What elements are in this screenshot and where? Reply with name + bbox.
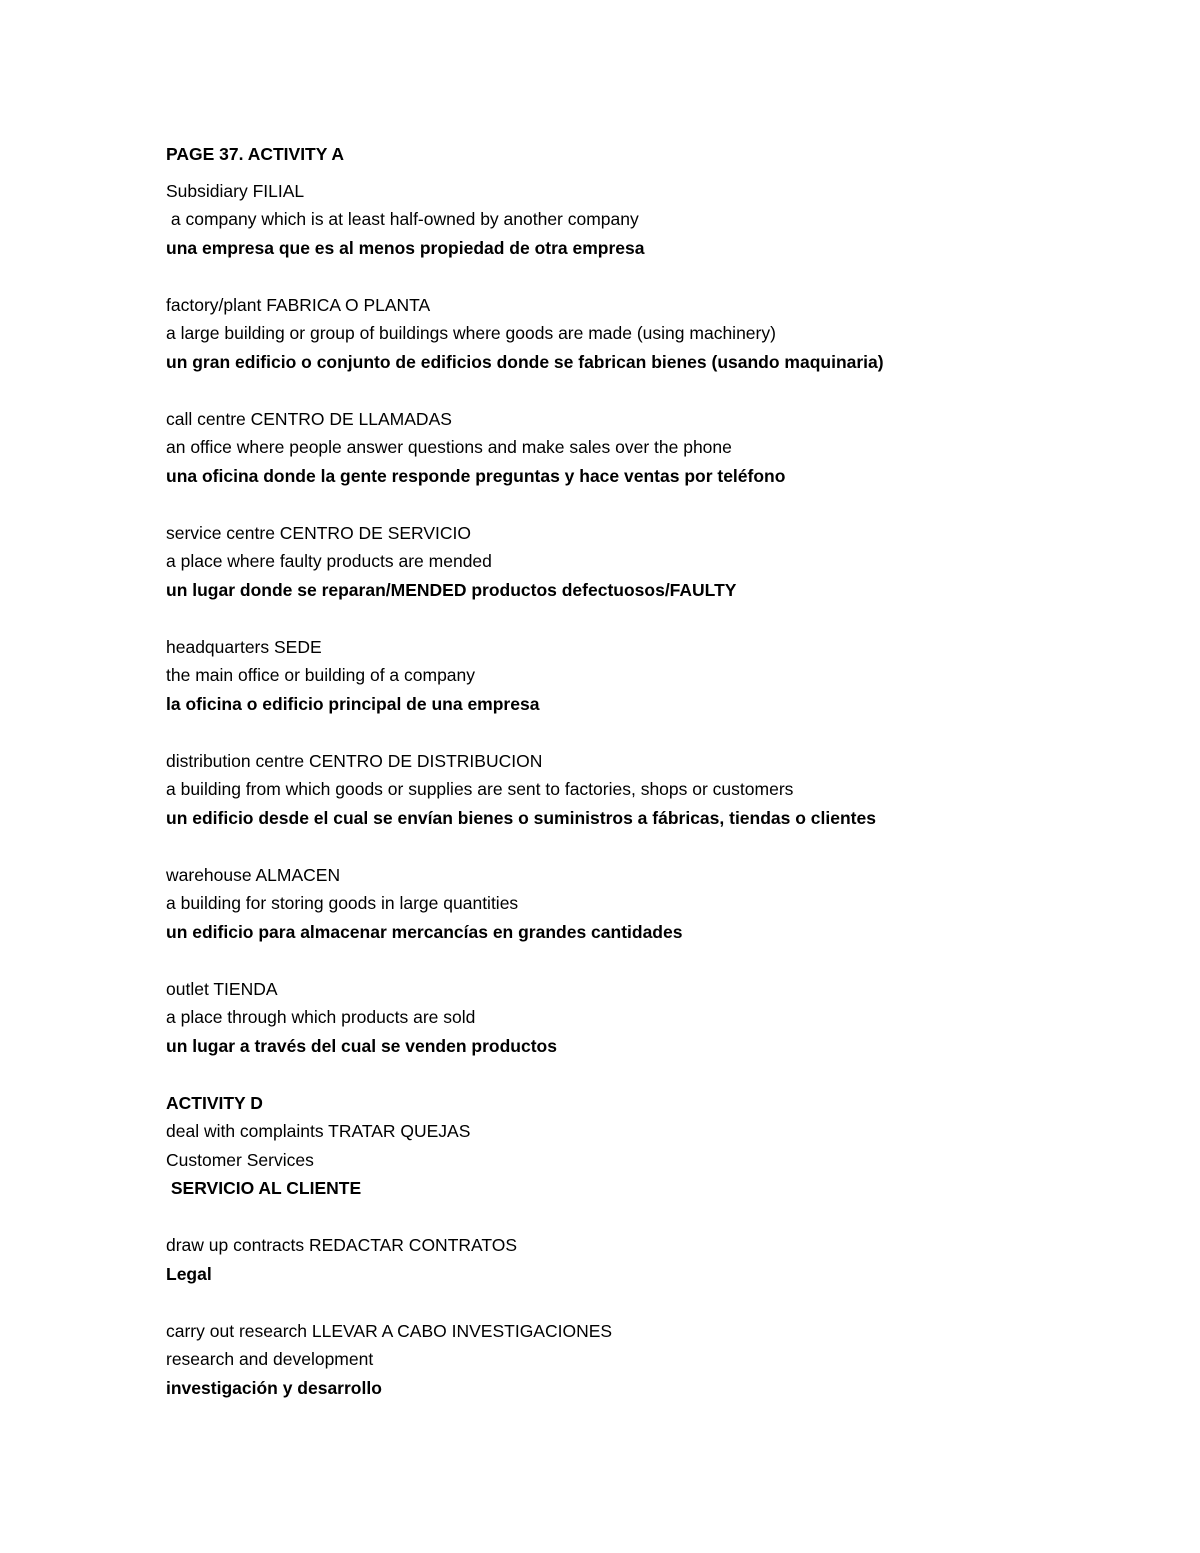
activity-a-heading: PAGE 37. ACTIVITY A xyxy=(166,144,344,164)
entry-definition: a place through which products are sold xyxy=(166,1007,476,1027)
entry-distribution-centre xyxy=(166,747,1126,833)
entry-translation: una oficina donde la gente responde preguntas y hace ventas por teléfono xyxy=(166,465,786,486)
entry-translation: un lugar donde se reparan/MENDED productos defectuosos/FAULTY xyxy=(166,579,737,600)
entry-term: Subsidiary FILIAL xyxy=(166,180,305,201)
document-body xyxy=(166,140,1126,1402)
entry-headquarters xyxy=(166,633,1126,719)
entry-definition: a place where faulty products are mended xyxy=(166,551,492,571)
entry-service-centre xyxy=(166,519,1126,605)
entry-definition: a building from which goods or supplies are sent to factories, shops or customers xyxy=(166,779,794,799)
entry-term: distribution centre CENTRO DE DISTRIBUCION xyxy=(166,750,543,771)
task-research xyxy=(166,1317,1126,1403)
entry-term: warehouse ALMACEN xyxy=(166,864,341,885)
entry-subsidiary xyxy=(166,177,1126,263)
entry-translation: la oficina o edificio principal de una empresa xyxy=(166,693,540,714)
entry-definition: the main office or building of a company xyxy=(166,665,476,685)
entry-definition: a building for storing goods in large quantities xyxy=(166,893,519,913)
entry-translation: una empresa que es al menos propiedad de otra empresa xyxy=(166,237,645,258)
activity-d-heading: ACTIVITY D xyxy=(166,1092,263,1113)
task-translation: Legal xyxy=(166,1263,212,1284)
task-department: research and development xyxy=(166,1349,374,1369)
task-translation: SERVICIO AL CLIENTE xyxy=(166,1178,362,1198)
task-complaints xyxy=(166,1117,1126,1203)
entry-translation: un edificio para almacenar mercancías en grandes cantidades xyxy=(166,921,683,942)
entry-term: call centre CENTRO DE LLAMADAS xyxy=(166,408,452,429)
entry-term: headquarters SEDE xyxy=(166,636,322,657)
entry-definition: a large building or group of buildings where goods are made (using machinery) xyxy=(166,323,776,343)
entry-translation: un edificio desde el cual se envían bienes o suministros a fábricas, tiendas o clientes xyxy=(166,807,876,828)
entry-outlet xyxy=(166,975,1126,1061)
entry-factory xyxy=(166,291,1126,377)
entry-term: service centre CENTRO DE SERVICIO xyxy=(166,522,472,543)
task-contracts xyxy=(166,1231,1126,1288)
entry-translation: un lugar a través del cual se venden productos xyxy=(166,1035,557,1056)
task-label: carry out research LLEVAR A CABO INVESTIGACIONES xyxy=(166,1320,613,1341)
task-label: draw up contracts REDACTAR CONTRATOS xyxy=(166,1235,518,1255)
entry-translation: un gran edificio o conjunto de edificios donde se fabrican bienes (usando maquinaria) xyxy=(166,351,884,372)
entry-definition: a company which is at least half-owned by another company xyxy=(166,209,639,229)
entry-call-centre xyxy=(166,405,1126,491)
task-translation: investigación y desarrollo xyxy=(166,1377,382,1398)
entry-warehouse xyxy=(166,861,1126,947)
task-label: deal with complaints TRATAR QUEJAS xyxy=(166,1121,471,1141)
entry-term: outlet TIENDA xyxy=(166,978,278,999)
entry-term: factory/plant FABRICA O PLANTA xyxy=(166,294,431,315)
task-department: Customer Services xyxy=(166,1149,314,1170)
entry-definition: an office where people answer questions and make sales over the phone xyxy=(166,437,732,457)
